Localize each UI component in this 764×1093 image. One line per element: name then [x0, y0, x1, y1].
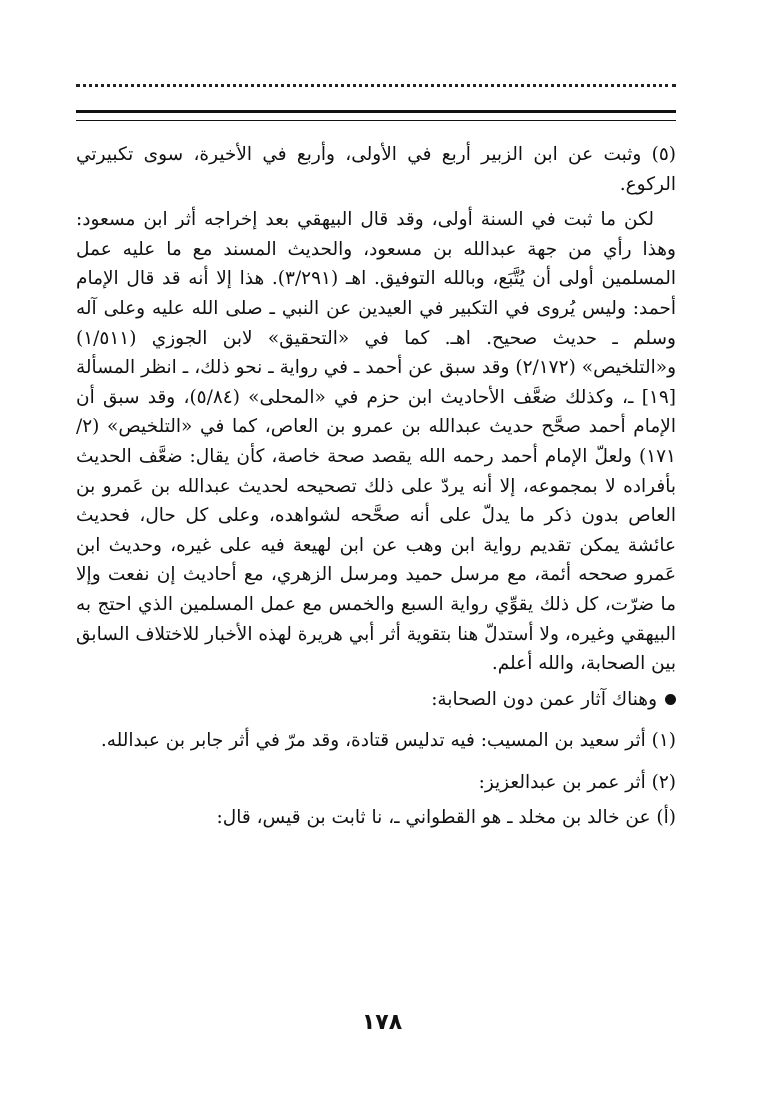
- footnote-5: (٥) وثبت عن ابن الزبير أربع في الأولى، وأربع في الأخيرة، سوى تكبيرتي الركوع.: [76, 144, 676, 195]
- main-paragraph: لكن ما ثبت في السنة أولى، وقد قال البيهقي بعد إخراجه أثر ابن مسعود: وهذا رأي من جهة عبدالله بن مسعود، والحديث المسند مع ما عليه عمل المسلمين أولى أن يُتَّبَع، وبالله التوفيق. اهـ (٣/٢٩١). هذا إلا أنه قد قال الإمام أحمد: وليس يُروى في التكبير في العيدين عن النبي ـ صلى الله عليه وعلى آله وسلم ـ حديث صحيح. اهـ. كما في «التحقيق» لابن الجوزي (١/٥١١) و«التلخيص» (٢/١٧٢) وقد سبق عن أحمد ـ في رواية ـ نحو ذلك، ـ انظر المسألة [١٩] ـ، وكذلك ضعَّف الأحاديث ابن حزم في «المحلى» (٥/٨٤)، وقد سبق أن الإمام أحمد صحَّح حديث عبدالله بن عمرو بن العاص، كما في «التلخيص» (٢/ ١٧١) ولعلّ الإمام أحمد رحمه الله يقصد صحة خاصة، كأن يقال: ضعَّف الحديث بأفراده لا بمجموعه، إلا أنه يردّ على ذلك تصحيحه لحديث عبدالله بن عَمرو بن العاص بدون ذكر ما يدلّ على أنه صحَّحه لشواهده، وعلى كل حال، فحديث عائشة يمكن تقديم رواية ابن وهب عن ابن لهيعة فيه على غيره، وحديث ابن عَمرو صححه أئمة، مع مرسل حميد ومرسل الزهري، مع أحاديث إن نفعت وإلا ما ضرّت، كل ذلك يقوِّي رواية السبع والخمس مع عمل المسلمين الذي احتج به البيهقي وغيره، ولا أستدلّ هنا بتقوية أثر أبي هريرة لهذه الأخبار للاختلاف السابق بين الصحابة، والله أعلم.: [76, 209, 677, 675]
- dotted-divider: [76, 84, 676, 90]
- page-body: [76, 140, 676, 833]
- header-rule-thin: [76, 120, 676, 121]
- item-1: (١) أثر سعيد بن المسيب: فيه تدليس قتادة، وقد مرّ في أثر جابر بن عبدالله.: [100, 730, 676, 752]
- page-number: ١٧٨: [361, 1010, 403, 1035]
- bullet-heading: وهناك آثار عمن دون الصحابة:: [431, 688, 657, 710]
- bullet-heading-line: [76, 685, 676, 715]
- item-2a: (أ) عن خالد بن مخلد ـ هو القطواني ـ، نا ثابت بن قيس، قال:: [216, 807, 676, 829]
- item-2: (٢) أثر عمر بن عبدالعزيز:: [478, 771, 676, 793]
- header-rule-thick: [76, 110, 676, 113]
- bullet-icon: [665, 694, 676, 705]
